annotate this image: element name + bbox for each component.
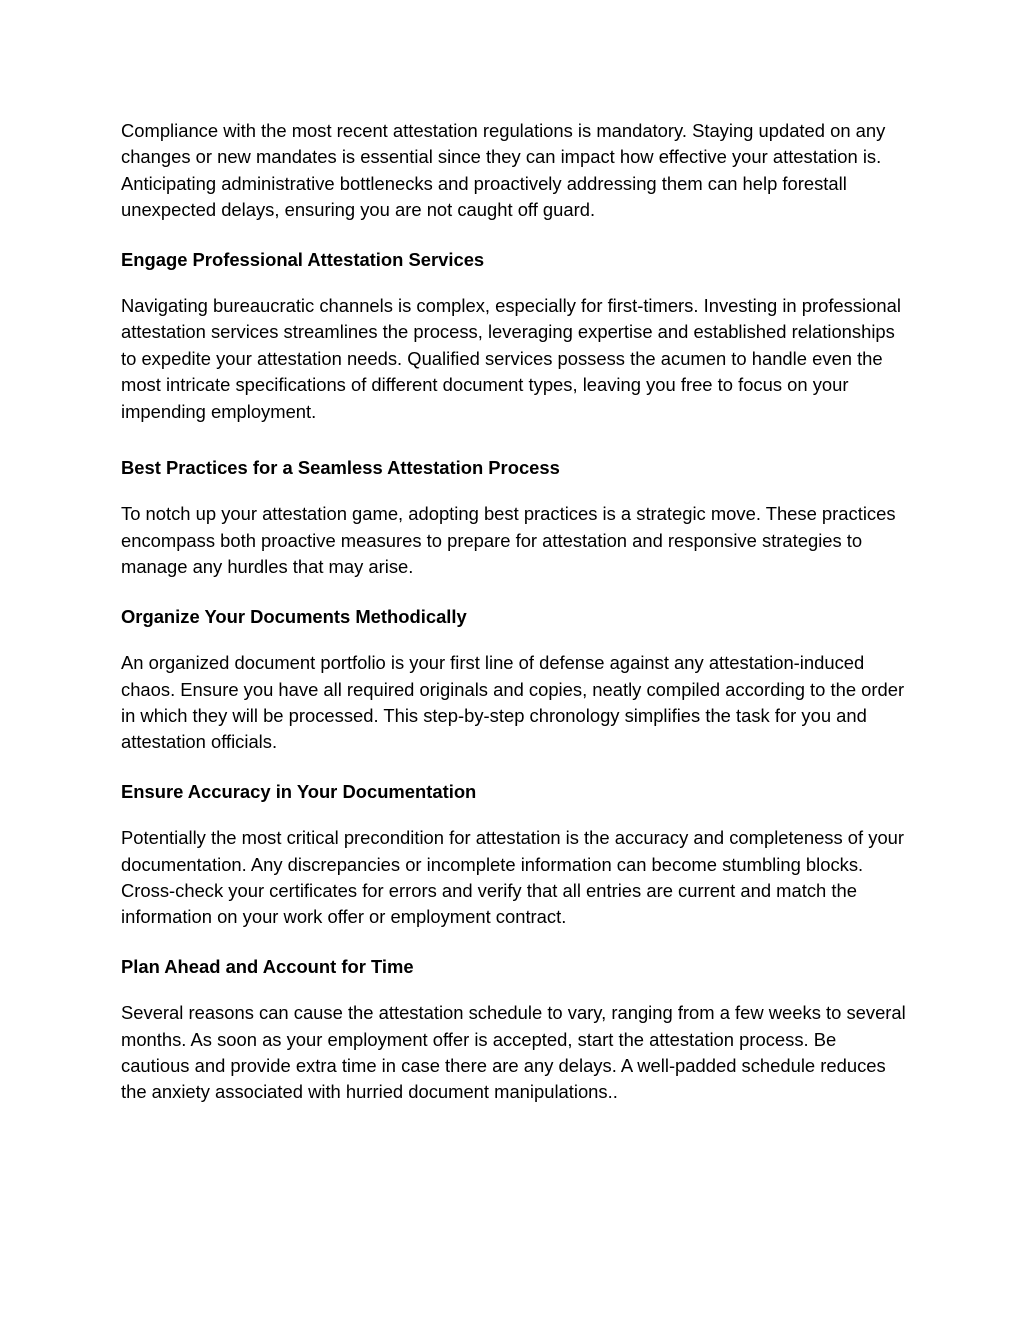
paragraph-navigating-bureaucracy: Navigating bureaucratic channels is complex, especially for first-timers. Investing in professional attestation services streamlines the process, leveraging expertise and established relationships to expedite your attestation needs. Qualified services possess the acumen to handle even the most intricate specifications of different document types, leaving you free to focus on your impending employment.	[121, 295, 901, 422]
paragraph-organized-portfolio: An organized document portfolio is your first line of defense against any attestation-induced chaos. Ensure you have all required originals and copies, neatly compiled according to the order in which they will be processed. This step-by-step chronology simplifies the task for you and attestation officials.	[121, 652, 905, 753]
paragraph-compliance: Compliance with the most recent attestation regulations is mandatory. Staying updated on any changes or new mandates is essential since they can impact how effective your attestation is. Anticipating administrative bottlenecks and proactively addressing them can help forestall unexpected delays, ensuring you are not caught off guard.	[121, 120, 886, 221]
heading-plan-ahead: Plan Ahead and Account for Time	[121, 955, 414, 977]
paragraph-attestation-game: To notch up your attestation game, adopting best practices is a strategic move. These practices encompass both proactive measures to prepare for attestation and responsive strategies to manage any hurdles that may arise.	[121, 503, 896, 578]
heading-best-practices: Best Practices for a Seamless Attestation Process	[121, 457, 560, 479]
paragraph-schedule-variation: Several reasons can cause the attestation schedule to vary, ranging from a few weeks to several months. As soon as your employment offer is accepted, start the attestation process. Be cautious and provide extra time in case there are any delays. A well-padded schedule reduces the anxiety associated with hurried document manipulations..	[121, 1002, 906, 1103]
heading-ensure-accuracy: Ensure Accuracy in Your Documentation	[121, 780, 477, 802]
heading-engage-professional-services: Engage Professional Attestation Services	[121, 248, 485, 270]
document-body	[121, 118, 906, 1106]
heading-organize-documents: Organize Your Documents Methodically	[121, 605, 467, 627]
paragraph-accuracy-precondition: Potentially the most critical precondition for attestation is the accuracy and completeness of your documentation. Any discrepancies or incomplete information can become stumbling blocks. Cross-check your certificates for errors and verify that all entries are current and match the information on your work offer or employment contract.	[121, 827, 905, 928]
